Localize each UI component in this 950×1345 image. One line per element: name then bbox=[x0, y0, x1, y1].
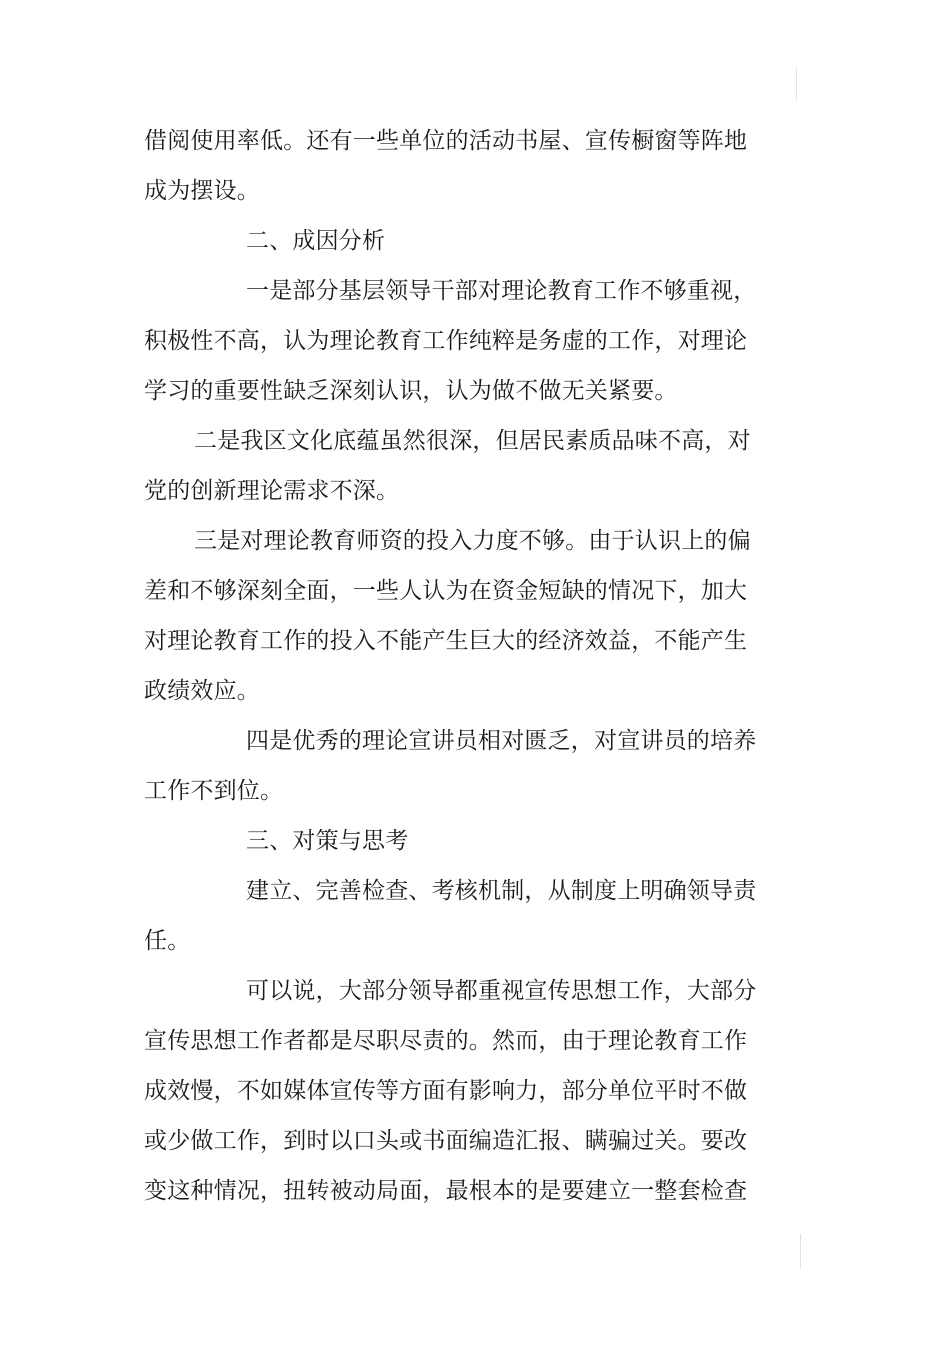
text-line: 工作不到位。 bbox=[144, 778, 284, 804]
text-line: 成效慢，不如媒体宣传等方面有影响力，部分单位平时不做 bbox=[144, 1078, 748, 1104]
text-line: 差和不够深刻全面，一些人认为在资金短缺的情况下，加大 bbox=[144, 578, 748, 604]
text-line: 宣传思想工作者都是尽职尽责的。然而，由于理论教育工作 bbox=[144, 1028, 748, 1054]
page-corner-mark-top bbox=[796, 68, 797, 100]
text-line: 政绩效应。 bbox=[144, 678, 260, 704]
text-line: 任。 bbox=[144, 928, 191, 954]
text-line: 变这种情况，扭转被动局面，最根本的是要建立一整套检查 bbox=[144, 1178, 748, 1204]
text-line: 学习的重要性缺乏深刻认识，认为做不做无关紧要。 bbox=[144, 378, 678, 404]
text-line: 建立、完善检查、考核机制，从制度上明确领导责 bbox=[246, 878, 757, 904]
text-line: 对理论教育工作的投入不能产生巨大的经济效益，不能产生 bbox=[144, 628, 748, 654]
text-line: 四是优秀的理论宣讲员相对匮乏，对宣讲员的培养 bbox=[246, 728, 757, 754]
text-line: 三是对理论教育师资的投入力度不够。由于认识上的偏 bbox=[194, 528, 751, 554]
text-line: 借阅使用率低。还有一些单位的活动书屋、宣传橱窗等阵地 bbox=[144, 128, 748, 154]
text-line: 可以说，大部分领导都重视宣传思想工作，大部分 bbox=[246, 978, 757, 1004]
section-heading: 二、成因分析 bbox=[246, 228, 386, 254]
document-body bbox=[144, 116, 757, 1216]
section-heading: 三、对策与思考 bbox=[246, 828, 409, 854]
text-line: 成为摆设。 bbox=[144, 178, 260, 204]
text-line: 二是我区文化底蕴虽然很深，但居民素质品味不高，对 bbox=[194, 428, 751, 454]
text-line: 党的创新理论需求不深。 bbox=[144, 478, 400, 504]
text-line: 或少做工作，到时以口头或书面编造汇报、瞒骗过关。要改 bbox=[144, 1128, 748, 1154]
text-line: 一是部分基层领导干部对理论教育工作不够重视， bbox=[246, 278, 757, 304]
page-corner-mark-bottom bbox=[800, 1234, 801, 1268]
text-line: 积极性不高，认为理论教育工作纯粹是务虚的工作，对理论 bbox=[144, 328, 748, 354]
